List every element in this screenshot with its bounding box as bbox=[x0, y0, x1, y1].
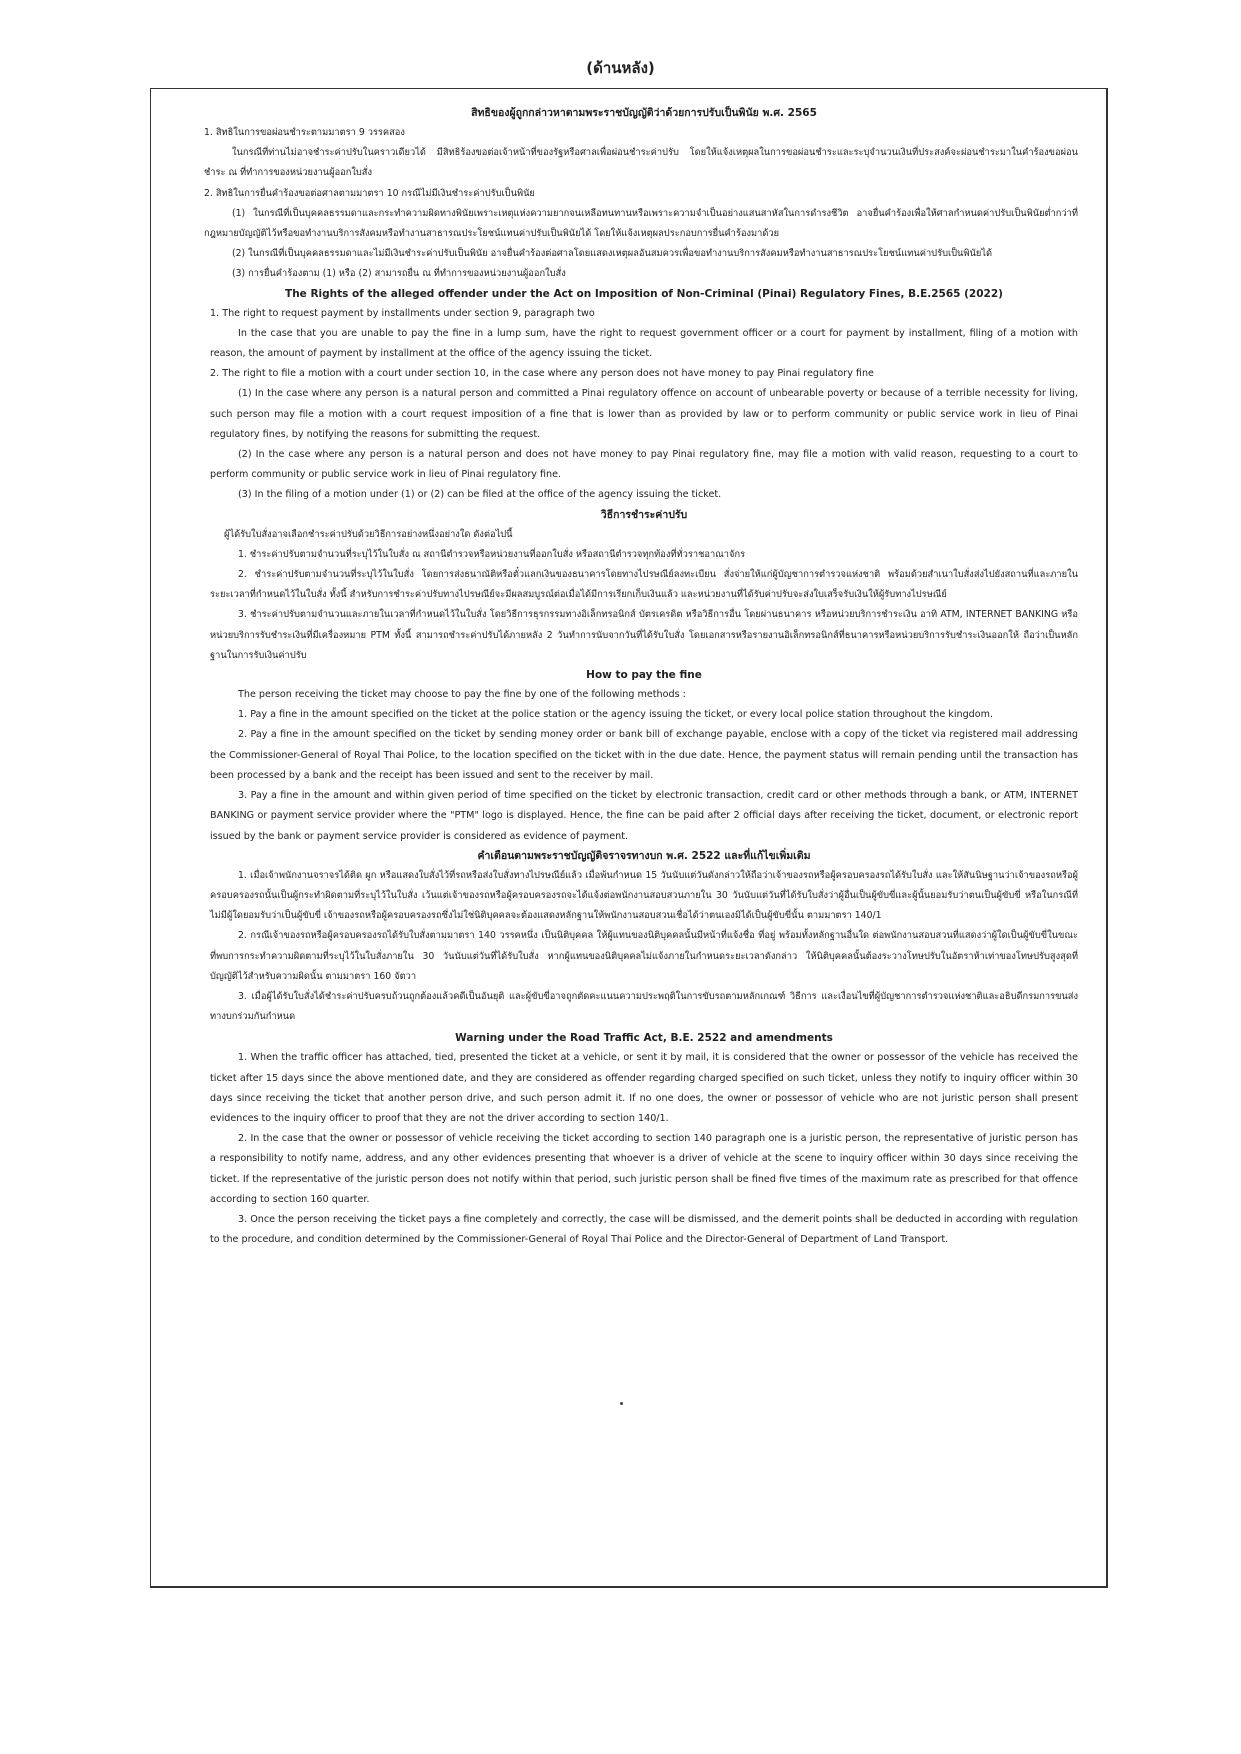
warn-th-title: คำเตือนตามพระราชบัญญัติจราจรทางบก พ.ศ. 2522 และที่แก้ไขเพิ่มเติม bbox=[477, 849, 811, 862]
rights-en-item-1: 1. The right to request payment by installments under section 9, paragraph two bbox=[210, 307, 595, 319]
warn-en-item-2: 2. In the case that the owner or possessor of vehicle receiving the ticket according to section 140 paragraph one is a juristic person, the representative of juristic person has a responsibility to notify name, address, and any other evidences presenting that whoever is a driver of vehicle at the scene to inquiry officer within 30 days since receiving the ticket. If the representative of the juristic person does not notify within that period, such juristic person shall be fined five times of the maximum rate as prescribed for that offence according to section 160 quarter. bbox=[210, 1133, 1078, 1205]
rights-en-item-2-3: (3) In the filing of a motion under (1) or (2) can be filed at the office of the agency issuing the ticket. bbox=[238, 489, 722, 501]
pay-th-method-2: 2. ชำระค่าปรับตามจำนวนที่ระบุไว้ในใบสั่ง โดยการส่งธนาณัติหรือตั๋วแลกเงินของธนาคารโดยทางไปรษณีย์ลงทะเบียน สั่งจ่ายให้แก่ผู้บัญชาการตำรวจแห่งชาติ พร้อมด้วยสำเนาใบสั่งส่งไปยังสถานที่และภายในระยะเวลาที่กำหนดไว้ในใบสั่ง ทั้งนี้ สำหรับการชำระค่าปรับทางไปรษณีย์จะมีผลสมบูรณ์ต่อเมื่อได้มีการเรียกเก็บเงินแล้ว และหน่วยงานที่ได้รับค่าปรับจะส่งใบเสร็จรับเงินให้ผู้รับทางไปรษณีย์ bbox=[210, 569, 1078, 601]
rights-th-item-2-2: (2) ในกรณีที่เป็นบุคคลธรรมดาและไม่มีเงินชำระค่าปรับเป็นพินัย อาจยื่นคำร้องต่อศาลโดยแสดงเหตุผลอันสมควรเพื่อขอทำงานบริการสังคมหรือทำงานสาธารณประโยชน์แทนค่าปรับเป็นพินัยได้ bbox=[232, 248, 993, 260]
warn-en-title: Warning under the Road Traffic Act, B.E. 2522 and amendments bbox=[455, 1032, 833, 1045]
warn-th-item-2: 2. กรณีเจ้าของรถหรือผู้ครอบครองรถได้รับใบสั่งตามมาตรา 140 วรรคหนึ่ง เป็นนิติบุคคล ให้ผู้แทนของนิติบุคคลนั้นมีหน้าที่แจ้งชื่อ ที่อยู่ พร้อมทั้งหลักฐานอื่นใด ต่อพนักงานสอบสวนที่แสดงว่าผู้ใดเป็นผู้ขับขี่ในขณะที่พบการกระทำความผิดตามที่ระบุไว้ในใบสั่งภายใน 30 วันนับแต่วันที่ได้รับใบสั่ง หากผู้แทนของนิติบุคคลไม่แจ้งภายในกำหนดระยะเวลาดังกล่าว ให้นิติบุคคลนั้นต้องระวางโทษปรับในอัตราห้าเท่าของโทษปรับสูงสุดที่บัญญัติไว้สำหรับความผิดนั้น ตามมาตรา 160 จัตวา bbox=[210, 930, 1078, 982]
pay-th-title: วิธีการชำระค่าปรับ bbox=[600, 508, 688, 521]
rights-th-title: สิทธิของผู้ถูกกล่าวหาตามพระราชบัญญัติว่าด้วยการปรับเป็นพินัย พ.ศ. 2565 bbox=[471, 107, 817, 119]
pay-en-method-2: 2. Pay a fine in the amount specified on the ticket by sending money order or bank bill of exchange payable, enclose with a copy of the ticket via registered mail addressing the Commissioner-General of Royal Thai Police, to the location specified on the ticket with in the due date. Hence, the payment status will remain pending until the transaction has been processed by a bank and the receipt has been issued and sent to the receiver by mail. bbox=[210, 729, 1078, 781]
pay-en-intro: The person receiving the ticket may choose to pay the fine by one of the following methods : bbox=[238, 689, 686, 701]
rights-en-title: The Rights of the alleged offender under the Act on Imposition of Non-Criminal (Pinai) Regulatory Fines, B.E.2565 (2022) bbox=[285, 287, 1003, 300]
pay-th-method-1: 1. ชำระค่าปรับตามจำนวนที่ระบุไว้ในใบสั่ง ณ สถานีตำรวจหรือหน่วยงานที่ออกใบสั่ง หรือสถานีตำรวจทุกท้องที่ทั่วราชอาณาจักร bbox=[238, 548, 746, 560]
pay-th-method-3: 3. ชำระค่าปรับตามจำนวนและภายในเวลาที่กำหนดไว้ในใบสั่ง โดยวิธีการธุรกรรมทางอิเล็กทรอนิกส์ บัตรเครดิต หรือวิธีการอื่น โดยผ่านธนาคาร หรือหน่วยบริการชำระเงิน อาทิ ATM, INTERNET BANKING หรือหน่วยบริการรับชำระเงินที่มีเครื่องหมาย PTM ทั้งนี้ สามารถชำระค่าปรับได้ภายหลัง 2 วันทำการนับจากวันที่ได้รับใบสั่ง โดยเอกสารหรือรายงานอิเล็กทรอนิกส์ที่ธนาคารหรือหน่วยบริการรับชำระเงินออกให้ ถือว่าเป็นหลักฐานในการรับเงินค่าปรับ bbox=[210, 609, 1078, 661]
rights-th-item-2-1: (1) ในกรณีที่เป็นบุคคลธรรมดาและกระทำความผิดทางพินัยเพราะเหตุแห่งความยากจนเหลือทนทานหรือเพราะความจำเป็นอย่างแสนสาหัสในการดำรงชีวิต อาจยื่นคำร้องเพื่อให้ศาลกำหนดค่าปรับเป็นพินัยต่ำกว่าที่กฎหมายบัญญัติไว้หรือขอทำงานบริการสังคมหรือทำงานสาธารณประโยชน์แทนค่าปรับเป็นพินัยได้ โดยให้แจ้งเหตุผลประกอบการยื่นคำร้องมาด้วย bbox=[204, 207, 1078, 240]
warn-en-item-1: 1. When the traffic officer has attached, tied, presented the ticket at a vehicle, or sent it by mail, it is considered that the owner or possessor of the vehicle has received the ticket after 15 days since the above mentioned date, and they are considered as offender regarding charged specified on such ticket, unless they notify to inquiry officer within 30 days since receiving the ticket that another person drive, and such person admit it. If no one does, the owner or possessor of vehicle who are not juristic person shall present evidences to the inquiry officer to proof that they are not the driver according to section 140/1. bbox=[210, 1052, 1078, 1124]
pay-en-title: How to pay the fine bbox=[586, 669, 702, 682]
warn-en-item-3: 3. Once the person receiving the ticket pays a fine completely and correctly, the case will be dismissed, and the demerit points shall be deducted in according with regulation to the procedure, and condition determined by the Commissioner-General of Royal Thai Police and the Director-General of Department of Land Transport. bbox=[210, 1213, 1078, 1246]
rights-th-item-2: 2. สิทธิในการยื่นคำร้องขอต่อศาลตามมาตรา 10 กรณีไม่มีเงินชำระค่าปรับเป็นพินัย bbox=[204, 187, 535, 199]
rights-en-item-1-text: In the case that you are unable to pay the fine in a lump sum, have the right to request government officer or a court for payment by installment, filing of a motion with reason, the amount of payment by installment at the office of the agency issuing the ticket. bbox=[210, 327, 1078, 360]
rights-th-item-1: 1. สิทธิในการขอผ่อนชำระตามมาตรา 9 วรรคสอง bbox=[204, 127, 405, 138]
rights-th-item-2-3: (3) การยื่นคำร้องตาม (1) หรือ (2) สามารถยื่น ณ ที่ทำการของหน่วยงานผู้ออกใบสั่ง bbox=[232, 268, 566, 280]
pay-en-method-1: 1. Pay a fine in the amount specified on the ticket at the police station or the agency issuing the ticket, or every local police station throughout the kingdom. bbox=[238, 709, 994, 721]
pay-th-intro: ผู้ได้รับใบสั่งอาจเลือกชำระค่าปรับด้วยวิธีการอย่างหนึ่งอย่างใด ดังต่อไปนี้ bbox=[224, 528, 513, 540]
rights-th-item-1-text: ในกรณีที่ท่านไม่อาจชำระค่าปรับในคราวเดียวได้ มีสิทธิร้องขอต่อเจ้าหน้าที่ของรัฐหรือศาลเพื่อผ่อนชำระค่าปรับ โดยให้แจ้งเหตุผลในการขอผ่อนชำระและระบุจำนวนเงินที่ประสงค์จะผ่อนชำระมาในคำร้องขอผ่อนชำระ ณ ที่ทำการของหน่วยงานผู้ออกใบสั่ง bbox=[204, 147, 1078, 179]
page-heading: (ด้านหลัง) bbox=[586, 59, 655, 77]
warn-th-item-1: 1. เมื่อเจ้าพนักงานจราจรได้ติด ผูก หรือแสดงใบสั่งไว้ที่รถหรือส่งใบสั่งทางไปรษณีย์แล้ว เมื่อพ้นกำหนด 15 วันนับแต่วันดังกล่าวให้ถือว่าเจ้าของรถหรือผู้ครอบครองรถได้รับใบสั่ง และให้สันนิษฐานว่าเจ้าของรถหรือผู้ครอบครองรถนั้นเป็นผู้กระทำผิดตามที่ระบุไว้ในใบสั่ง เว้นแต่เจ้าของรถหรือผู้ครอบครองรถจะได้แจ้งต่อพนักงานสอบสวนภายใน 30 วันนับแต่วันที่ได้รับใบสั่งว่าผู้อื่นเป็นผู้ขับขี่และผู้นั้นยอมรับว่าตนเป็นผู้ขับขี่ หรือในกรณีที่ไม่มีผู้ใดยอมรับว่าเป็นผู้ขับขี่ เจ้าของรถหรือผู้ครอบครองรถซึ่งไม่ใช่นิติบุคคลจะต้องแสดงหลักฐานให้พนักงานสอบสวนเชื่อได้ว่าตนเองมิได้เป็นผู้ขับขี่นั้น ตามมาตรา 140/1 bbox=[210, 869, 1078, 922]
rights-en-item-2-1: (1) In the case where any person is a natural person and committed a Pinai regulatory offence on account of unbearable poverty or because of a terrible necessity for living, such person may file a motion with a court request imposition of a fine that is lower than as provided by law or to perform community or public service work in lieu of Pinai regulatory fines, by notifying the reasons for submitting the request. bbox=[210, 388, 1078, 440]
rights-en-item-2: 2. The right to file a motion with a court under section 10, in the case where any person does not have money to pay Pinai regulatory fine bbox=[210, 368, 874, 380]
rights-en-item-2-2: (2) In the case where any person is a natural person and does not have money to pay Pinai regulatory fine, may file a motion with valid reason, requesting to a court to perform community or public service work in lieu of Pinai regulatory fine. bbox=[210, 449, 1078, 481]
document-body bbox=[204, 104, 1078, 1250]
stray-mark bbox=[620, 1402, 623, 1405]
warn-th-item-3: 3. เมื่อผู้ได้รับใบสั่งได้ชำระค่าปรับครบถ้วนถูกต้องแล้วคดีเป็นอันยุติ และผู้ขับขี่อาจถูกตัดคะแนนความประพฤติในการขับรถตามหลักเกณฑ์ วิธีการ และเงื่อนไขที่ผู้บัญชาการตำรวจแห่งชาติและอธิบดีกรมการขนส่งทางบกร่วมกันกำหนด bbox=[210, 990, 1078, 1023]
pay-en-method-3: 3. Pay a fine in the amount and within given period of time specified on the ticket by electronic transaction, credit card or other methods through a bank, or ATM, INTERNET BANKING or payment service provider where the "PTM" logo is displayed. Hence, the fine can be paid after 2 official days after receiving the ticket, document, or electronic report issued by the bank or payment service provider is considered as evidence of payment. bbox=[210, 790, 1078, 842]
